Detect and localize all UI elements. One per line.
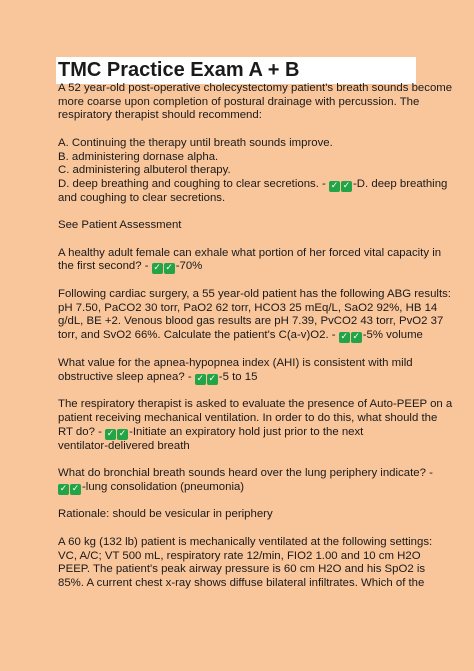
correct-answer: -5% volume xyxy=(362,329,423,342)
green-checkmark-icon xyxy=(164,263,175,274)
question-text-line xyxy=(58,329,423,343)
correct-answer: -Initiate an expiratory hold just prior to the next xyxy=(129,425,364,438)
question-text-line xyxy=(58,371,418,385)
question-text-line xyxy=(58,426,418,440)
question-4 xyxy=(58,357,418,385)
green-checkmark-icon xyxy=(58,484,69,495)
question-text-segment: torr, and SvO2 66%. Calculate the patient's C(a-v)O2. - xyxy=(58,329,339,342)
question-1 xyxy=(58,82,453,123)
correct-answer: -70% xyxy=(175,260,203,273)
question-text-line: Following cardiac surgery, a 55 year-old patient has the following ABG results: xyxy=(58,288,451,301)
see-patient-assessment xyxy=(58,219,418,233)
answer-option-d-text: D. deep breathing and coughing to clear secretions. - xyxy=(58,177,330,190)
rationale-text: Rationale: should be vesicular in periphery xyxy=(58,508,273,521)
question-text-line: The respiratory therapist is asked to evaluate the presence of Auto-PEEP on a xyxy=(58,398,453,411)
green-checkmark-icon xyxy=(152,263,163,274)
green-checkmark-icon xyxy=(117,429,128,440)
question-text-line: VC, A/C; VT 500 mL, respiratory rate 12/min, FIO2 1.00 and 10 cm H2O xyxy=(58,549,421,562)
question-7 xyxy=(58,535,433,591)
question-text-line: What do bronchial breath sounds heard over the lung periphery indicate? - xyxy=(58,467,433,480)
correct-answer: -D. deep breathing xyxy=(353,177,448,190)
question-text-line: 85%. A current chest x-ray shows diffuse bilateral infiltrates. Which of the xyxy=(58,576,425,589)
question-text-segment: the first second? - xyxy=(58,260,152,273)
green-checkmark-icon xyxy=(351,332,362,343)
green-checkmark-icon xyxy=(70,484,81,495)
question-text-line: What value for the apnea-hypopnea index (AHI) is consistent with mild xyxy=(58,356,413,369)
answer-line xyxy=(58,481,418,495)
question-text-segment: RT do? - xyxy=(58,425,106,438)
green-checkmark-icon xyxy=(339,332,350,343)
question-text-line: A healthy adult female can exhale what portion of her forced vital capacity in xyxy=(58,246,442,259)
question-2 xyxy=(58,246,442,275)
question-text-line: PEEP. The patient's peak airway pressure is 60 cm H2O and his SpO2 is xyxy=(58,563,426,576)
green-checkmark-icon xyxy=(195,374,206,385)
green-checkmark-icon xyxy=(329,181,340,192)
question-text-line: g/dL, BE +2. Venous blood gas results are pH 7.39, PvCO2 43 torr, PvO2 37 xyxy=(58,315,444,328)
question-6 xyxy=(58,467,433,495)
question-text-line: A 60 kg (132 lb) patient is mechanically ventilated at the following settings: xyxy=(58,535,433,548)
correct-answer: -5 to 15 xyxy=(218,370,258,383)
correct-answer-continued: and coughing to clear secretions. xyxy=(58,191,226,204)
question-text-line: more coarse upon completion of postural drainage with percussion. The xyxy=(58,95,420,108)
question-3 xyxy=(58,288,451,343)
question-text-line xyxy=(58,260,418,274)
green-checkmark-icon xyxy=(207,374,218,385)
question-1-options xyxy=(58,136,448,206)
note-text: See Patient Assessment xyxy=(58,219,182,232)
answer-option-c: C. administering albuterol therapy. xyxy=(58,164,231,177)
question-text-line: pH 7.50, PaCO2 30 torr, PaO2 62 torr, HCO3 25 mEq/L, SaO2 92%, HB 14 xyxy=(58,301,438,314)
question-text-line: respiratory therapist should recommend: xyxy=(58,109,262,122)
page-title: TMC Practice Exam A + B xyxy=(58,59,300,81)
green-checkmark-icon xyxy=(341,181,352,192)
question-text-line: patient receiving mechanical ventilation. In order to do this, what should the xyxy=(58,411,438,424)
document-body xyxy=(58,82,453,604)
question-text-segment: obstructive sleep apnea? - xyxy=(58,370,195,383)
question-text-line: A 52 year-old post-operative cholecystectomy patient's breath sounds become xyxy=(58,82,453,94)
green-checkmark-icon xyxy=(105,429,116,440)
rationale xyxy=(58,508,418,522)
answer-option-a: A. Continuing the therapy until breath sounds improve. xyxy=(58,136,333,149)
answer-option-d xyxy=(58,177,448,192)
correct-answer: -lung consolidation (pneumonia) xyxy=(82,480,245,493)
question-5 xyxy=(58,398,453,453)
answer-option-b: B. administering dornase alpha. xyxy=(58,150,219,163)
correct-answer-continued: ventilator-delivered breath xyxy=(58,439,190,452)
